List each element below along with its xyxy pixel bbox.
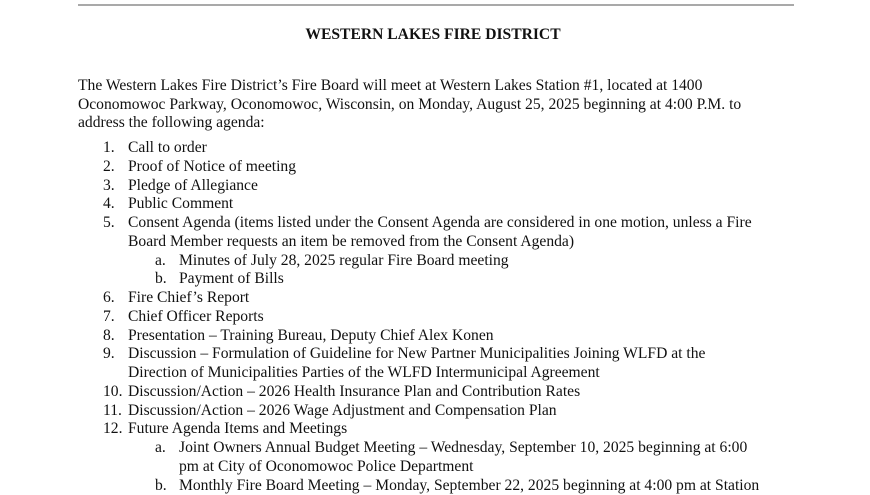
intro-line: address the following agenda: [78, 114, 741, 133]
agenda-item-text: Minutes of July 28, 2025 regular Fire Board meeting [179, 252, 509, 271]
intro-line: The Western Lakes Fire District’s Fire Board will meet at Western Lakes Station #1, located at 1400 [78, 77, 741, 96]
agenda-item-number: 12. [103, 420, 123, 439]
agenda-item-text: Monthly Fire Board Meeting – Monday, September 22, 2025 beginning at 4:00 pm at Station [179, 477, 759, 495]
agenda-item-number: 2. [103, 158, 115, 177]
agenda-item-text: Public Comment [128, 195, 233, 214]
agenda-item-number: 10. [103, 383, 123, 402]
agenda-item-text: Direction of Municipalities Parties of the WLFD Intermunicipal Agreement [128, 364, 600, 383]
agenda-item-number: b. [155, 270, 167, 289]
agenda-item-number: b. [155, 477, 167, 495]
agenda-item-text: Joint Owners Annual Budget Meeting – Wednesday, September 10, 2025 beginning at 6:00 [179, 439, 747, 458]
agenda-item-number: 6. [103, 289, 115, 308]
agenda-item-text: Discussion/Action – 2026 Wage Adjustment and Compensation Plan [128, 402, 557, 421]
intro-line: Oconomowoc Parkway, Oconomowoc, Wisconsin, on Monday, August 25, 2025 beginning at 4:00 P.M. to [78, 96, 741, 115]
agenda-item-text: Fire Chief’s Report [128, 289, 249, 308]
agenda-item-number: 3. [103, 177, 115, 196]
agenda-item-text: Future Agenda Items and Meetings [128, 420, 347, 439]
agenda-item-text: Chief Officer Reports [128, 308, 264, 327]
agenda-item-text: Consent Agenda (items listed under the Consent Agenda are considered in one motion, unless a Fire [128, 214, 752, 233]
agenda-item-number: 11. [103, 402, 122, 421]
agenda-item-text: Discussion – Formulation of Guideline for New Partner Municipalities Joining WLFD at the [128, 345, 705, 364]
agenda-item-number: a. [155, 252, 166, 271]
agenda-item-number: 7. [103, 308, 115, 327]
agenda-item-number: 5. [103, 214, 115, 233]
agenda-item-number: 4. [103, 195, 115, 214]
agenda-item-text: pm at City of Oconomowoc Police Department [179, 458, 473, 477]
header-rule [78, 4, 794, 6]
agenda-item-text: Presentation – Training Bureau, Deputy Chief Alex Konen [128, 327, 494, 346]
document-title: WESTERN LAKES FIRE DISTRICT [0, 26, 866, 44]
agenda-item-number: 1. [103, 139, 115, 158]
agenda-item-text: Payment of Bills [179, 270, 284, 289]
intro-paragraph [78, 77, 741, 133]
agenda-item-number: 8. [103, 327, 115, 346]
agenda-item-text: Proof of Notice of meeting [128, 158, 296, 177]
agenda-item-text: Call to order [128, 139, 207, 158]
agenda-item-text: Pledge of Allegiance [128, 177, 258, 196]
agenda-item-number: 9. [103, 345, 115, 364]
agenda-item-text: Discussion/Action – 2026 Health Insurance Plan and Contribution Rates [128, 383, 580, 402]
agenda-item-text: Board Member requests an item be removed from the Consent Agenda) [128, 233, 574, 252]
agenda-item-number: a. [155, 439, 166, 458]
